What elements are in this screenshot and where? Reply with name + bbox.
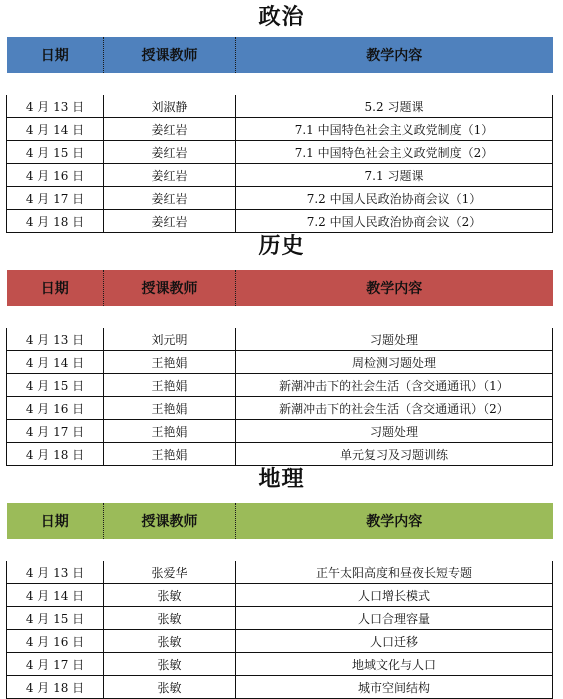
date-cell: 4 月 15 日 [7, 374, 104, 397]
teacher-cell: 张敏 [104, 584, 236, 607]
content-cell: 7.2 中国人民政治协商会议（1） [236, 187, 553, 210]
teacher-cell: 张敏 [104, 676, 236, 699]
date-cell: 4 月 13 日 [7, 561, 104, 584]
content-cell: 7.1 中国特色社会主义政党制度（2） [236, 141, 553, 164]
table-row [7, 118, 553, 141]
table-row [7, 351, 553, 374]
date-cell: 4 月 14 日 [7, 118, 104, 141]
date-cell: 4 月 17 日 [7, 653, 104, 676]
politics-title: 政治 [258, 5, 305, 30]
content-cell: 7.1 习题课 [236, 164, 553, 187]
content-cell: 城市空间结构 [236, 676, 553, 699]
header-teacher: 授课教师 [104, 503, 236, 539]
content-cell: 正午太阳高度和昼夜长短专题 [236, 561, 553, 584]
table-row [7, 420, 553, 443]
content-cell: 人口迁移 [236, 630, 553, 653]
teacher-cell: 王艳娟 [104, 397, 236, 420]
table-row [7, 328, 553, 351]
table-header-row [7, 37, 553, 73]
geography-title: 地理 [258, 467, 305, 492]
date-cell: 4 月 16 日 [7, 630, 104, 653]
teacher-cell: 刘元明 [104, 328, 236, 351]
teacher-cell: 王艳娟 [104, 374, 236, 397]
teacher-cell: 姜红岩 [104, 187, 236, 210]
header-content: 教学内容 [236, 270, 553, 306]
date-cell: 4 月 13 日 [7, 95, 104, 118]
teacher-cell: 姜红岩 [104, 141, 236, 164]
table-row [7, 607, 553, 630]
date-cell: 4 月 15 日 [7, 141, 104, 164]
header-teacher: 授课教师 [104, 270, 236, 306]
date-cell: 4 月 17 日 [7, 420, 104, 443]
date-cell: 4 月 17 日 [7, 187, 104, 210]
content-cell: 新潮冲击下的社会生活（含交通通讯）（2） [236, 397, 553, 420]
date-cell: 4 月 16 日 [7, 397, 104, 420]
teacher-cell: 王艳娟 [104, 420, 236, 443]
header-content: 教学内容 [236, 37, 553, 73]
geography-schedule-table [6, 503, 553, 699]
date-cell: 4 月 18 日 [7, 676, 104, 699]
date-cell: 4 月 18 日 [7, 443, 104, 466]
content-cell: 7.1 中国特色社会主义政党制度（1） [236, 118, 553, 141]
content-cell: 单元复习及习题训练 [236, 443, 553, 466]
content-cell: 习题处理 [236, 328, 553, 351]
table-row [7, 630, 553, 653]
table-header-row [7, 503, 553, 539]
header-teacher: 授课教师 [104, 37, 236, 73]
teacher-cell: 姜红岩 [104, 118, 236, 141]
date-cell: 4 月 15 日 [7, 607, 104, 630]
teacher-cell: 张敏 [104, 607, 236, 630]
table-row [7, 141, 553, 164]
content-cell: 7.2 中国人民政治协商会议（2） [236, 210, 553, 233]
table-row [7, 95, 553, 118]
header-date: 日期 [7, 270, 104, 306]
date-cell: 4 月 14 日 [7, 584, 104, 607]
header-date: 日期 [7, 37, 104, 73]
teacher-cell: 姜红岩 [104, 164, 236, 187]
header-content: 教学内容 [236, 503, 553, 539]
table-row [7, 397, 553, 420]
content-cell: 人口合理容量 [236, 607, 553, 630]
teacher-cell: 王艳娟 [104, 351, 236, 374]
table-row [7, 653, 553, 676]
table-row [7, 187, 553, 210]
date-cell: 4 月 14 日 [7, 351, 104, 374]
content-cell: 人口增长模式 [236, 584, 553, 607]
table-row [7, 561, 553, 584]
teacher-cell: 张敏 [104, 630, 236, 653]
table-header-row [7, 270, 553, 306]
table-row [7, 676, 553, 699]
date-cell: 4 月 16 日 [7, 164, 104, 187]
history-schedule-table [6, 270, 553, 466]
content-cell: 习题处理 [236, 420, 553, 443]
teacher-cell: 刘淑静 [104, 95, 236, 118]
content-cell: 周检测习题处理 [236, 351, 553, 374]
content-cell: 5.2 习题课 [236, 95, 553, 118]
politics-schedule-table [6, 37, 553, 233]
history-title: 历史 [258, 234, 305, 259]
date-cell: 4 月 18 日 [7, 210, 104, 233]
date-cell: 4 月 13 日 [7, 328, 104, 351]
table-row [7, 374, 553, 397]
content-cell: 新潮冲击下的社会生活（含交通通讯）（1） [236, 374, 553, 397]
table-row [7, 584, 553, 607]
table-row [7, 164, 553, 187]
teacher-cell: 姜红岩 [104, 210, 236, 233]
header-date: 日期 [7, 503, 104, 539]
teacher-cell: 张爱华 [104, 561, 236, 584]
content-cell: 地域文化与人口 [236, 653, 553, 676]
teacher-cell: 张敏 [104, 653, 236, 676]
teacher-cell: 王艳娟 [104, 443, 236, 466]
